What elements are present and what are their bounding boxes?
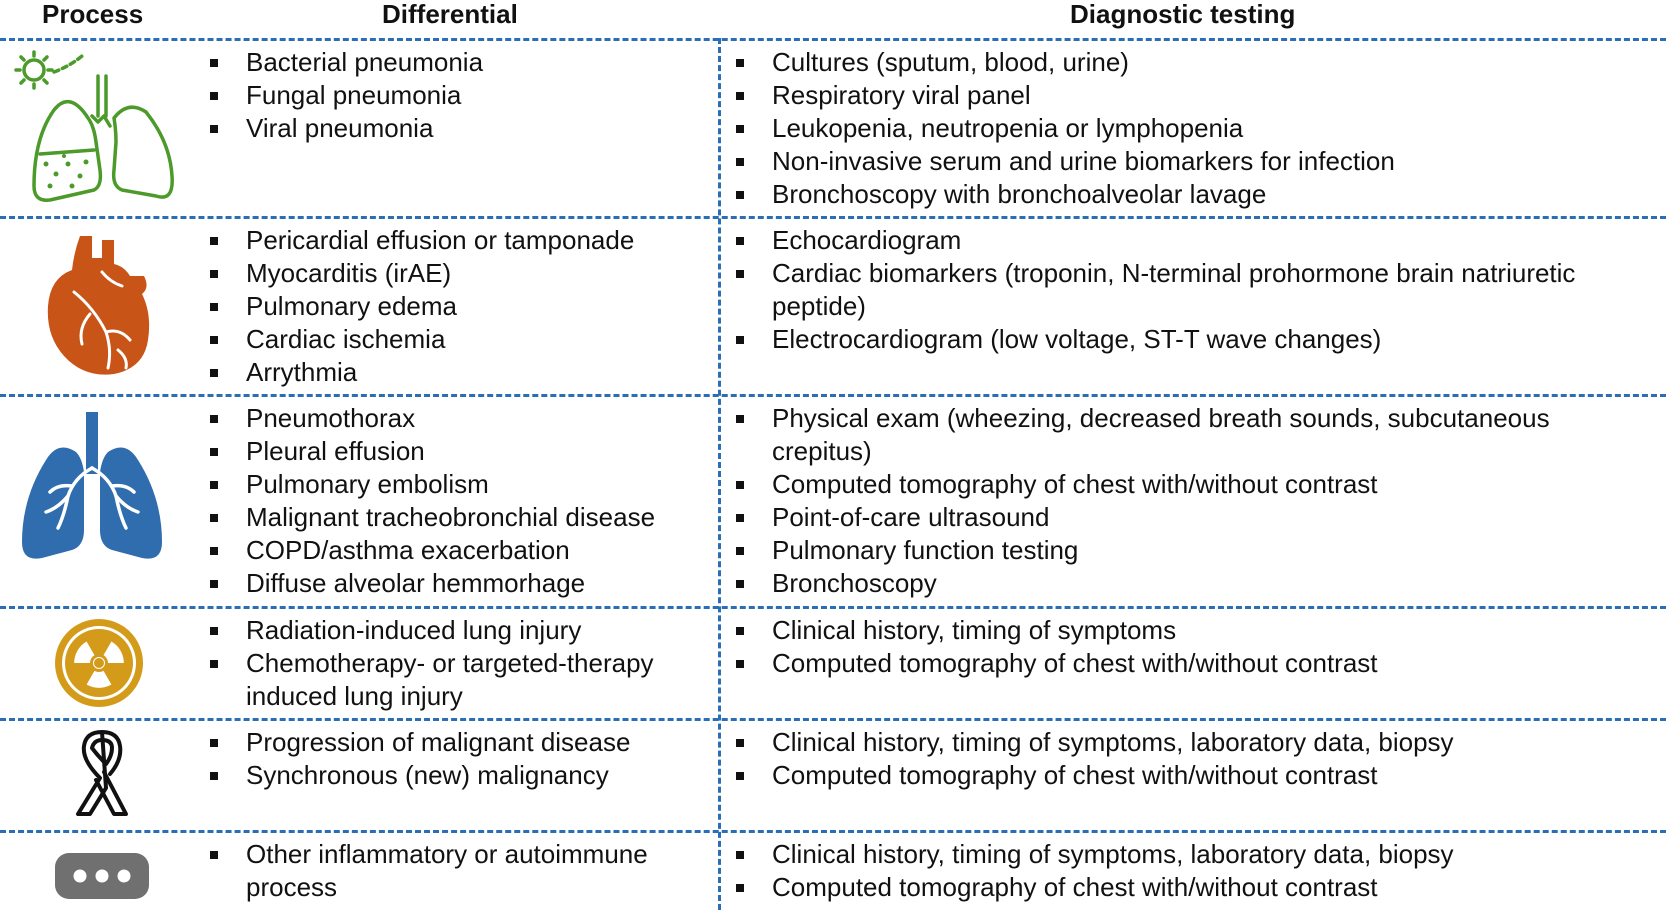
list-item: Computed tomography of chest with/without contrast [732,468,1550,501]
list-item: Bacterial pneumonia [206,46,483,79]
lungs-infection-icon [10,46,180,206]
diagnostic-list-other [732,838,1454,904]
diagnostic-list-cardiac [732,224,1575,356]
list-item: Clinical history, timing of symptoms, laboratory data, biopsy [732,726,1454,759]
list-item: Bronchoscopy [732,567,1550,600]
row-separator [0,216,1666,219]
list-item: Radiation-induced lung injury [206,614,654,647]
list-item: Electrocardiogram (low voltage, ST-T wave changes) [732,323,1575,356]
list-item: Clinical history, timing of symptoms [732,614,1378,647]
differential-list-pulmonary [206,402,655,600]
row-separator [0,830,1666,833]
ellipsis-icon [54,852,150,900]
list-item: Pulmonary function testing [732,534,1550,567]
list-item: Computed tomography of chest with/without contrast [732,871,1454,904]
list-item-continuation: crepitus) [772,436,872,466]
list-item: Non-invasive serum and urine biomarkers for infection [732,145,1395,178]
list-item: Clinical history, timing of symptoms, laboratory data, biopsy [732,838,1454,871]
header-process: Process [42,0,144,29]
list-item-continuation: induced lung injury [246,681,463,711]
row-separator [0,38,1666,41]
list-item: Diffuse alveolar hemmorhage [206,567,655,600]
list-item: Bronchoscopy with bronchoalveolar lavage [732,178,1395,211]
header-differential: Differential [382,0,518,29]
list-item: Pleural effusion [206,435,655,468]
differential-list-cardiac [206,224,634,389]
list-item: Pneumothorax [206,402,655,435]
list-item: Other inflammatory or autoimmune [206,838,648,871]
list-item: Chemotherapy- or targeted-therapy [206,647,654,680]
differential-list-malignancy [206,726,630,792]
differential-list-other [206,838,648,904]
list-item: Physical exam (wheezing, decreased breath sounds, subcutaneous [732,402,1550,435]
list-item-continuation: process [246,872,338,902]
list-item: Respiratory viral panel [732,79,1395,112]
list-item: Synchronous (new) malignancy [206,759,630,792]
differential-list-radiation [206,614,654,713]
column-separator [718,38,721,910]
list-item: Cultures (sputum, blood, urine) [732,46,1395,79]
heart-icon [44,232,154,378]
diagnostic-list-infection [732,46,1395,211]
list-item: Cardiac biomarkers (troponin, N-terminal prohormone brain natriuretic [732,257,1575,290]
lungs-icon [18,412,166,562]
row-separator [0,606,1666,609]
list-item: Pericardial effusion or tamponade [206,224,634,257]
list-item: Pulmonary edema [206,290,634,323]
list-item: COPD/asthma exacerbation [206,534,655,567]
cancer-ribbon-icon [66,726,138,818]
list-item: Computed tomography of chest with/without contrast [732,759,1454,792]
radiation-icon [52,616,146,710]
header-diagnostic-testing: Diagnostic testing [1070,0,1296,29]
list-item-continuation: peptide) [772,291,866,321]
list-item: Leukopenia, neutropenia or lymphopenia [732,112,1395,145]
list-item: Echocardiogram [732,224,1575,257]
list-item: Viral pneumonia [206,112,483,145]
list-item: Point-of-care ultrasound [732,501,1550,534]
list-item: Myocarditis (irAE) [206,257,634,290]
list-item: Pulmonary embolism [206,468,655,501]
diagnostic-list-malignancy [732,726,1454,792]
diagnostic-list-pulmonary [732,402,1550,600]
list-item: Progression of malignant disease [206,726,630,759]
diagnostic-list-radiation [732,614,1378,680]
differential-list-infection [206,46,483,145]
row-separator [0,718,1666,721]
list-item: Malignant tracheobronchial disease [206,501,655,534]
list-item: Arrythmia [206,356,634,389]
list-item: Cardiac ischemia [206,323,634,356]
row-separator [0,394,1666,397]
list-item: Computed tomography of chest with/without contrast [732,647,1378,680]
list-item: Fungal pneumonia [206,79,483,112]
